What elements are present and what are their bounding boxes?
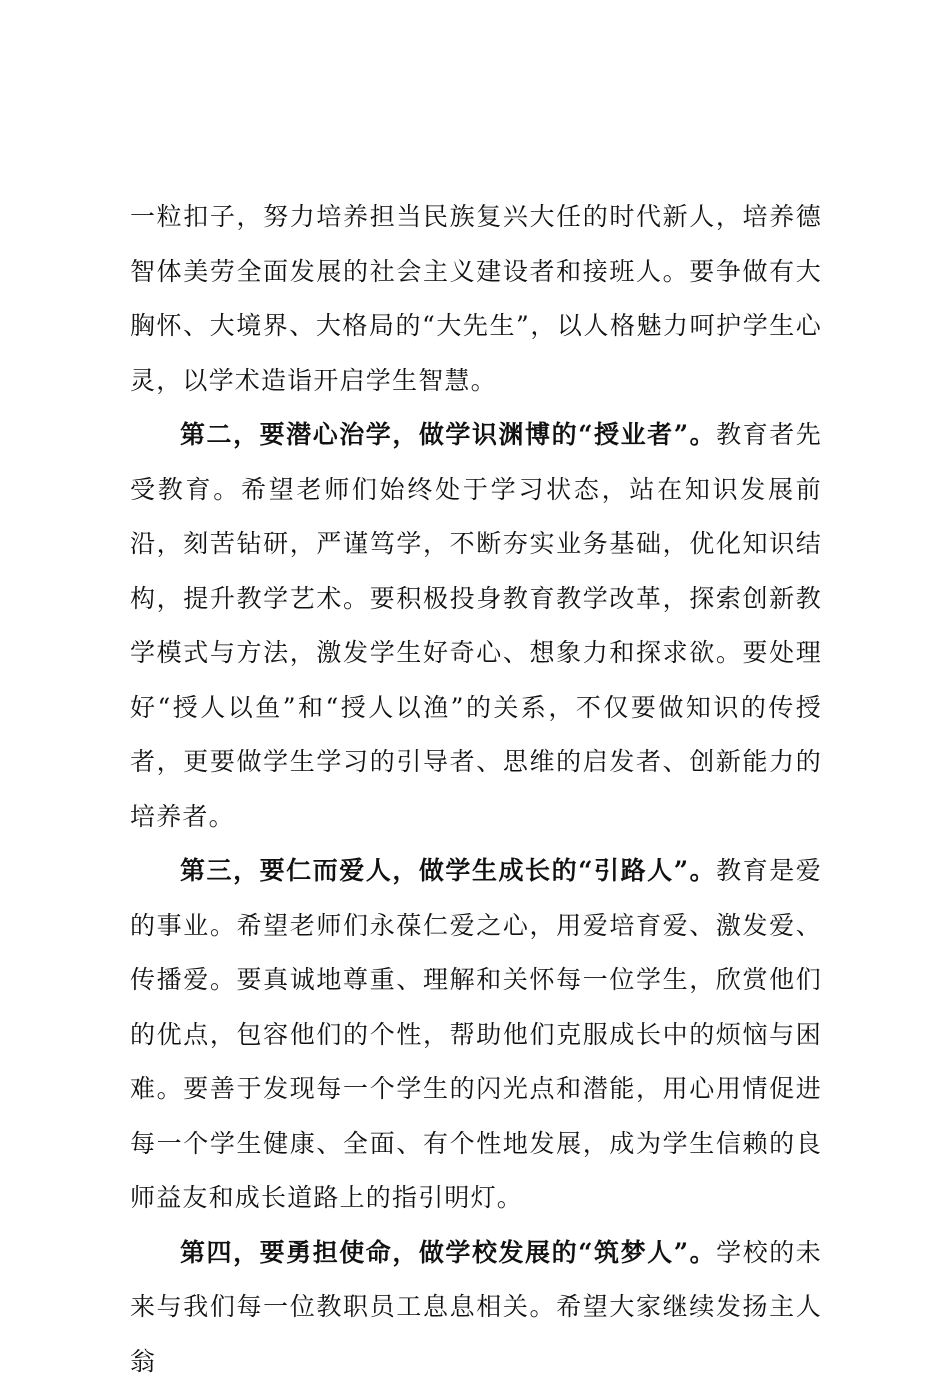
paragraph-heading: 第四，要勇担使命，做学校发展的“筑梦人”。 — [180, 1238, 716, 1267]
paragraph-fourth-point — [130, 1226, 822, 1389]
paragraph-text: 教育者先受教育。希望老师们始终处于学习状态，站在知识发展前沿，刻苦钻研，严谨笃学，不断夯实业务基础，优化知识结构，提升教学艺术。要积极投身教育教学改革，探索创新教学模式与方法，激发学生好奇心、想象力和探求欲。要处理好“授人以鱼”和“授人以渔”的关系，不仅要做知识的传授者，更要做学生学习的引导者、思维的启发者、创新能力的培养者。 — [130, 420, 822, 831]
paragraph-continuation — [130, 190, 822, 408]
paragraph-heading: 第二，要潜心治学，做学识渊博的“授业者”。 — [180, 420, 716, 449]
paragraph-text: 学校的未来与我们每一位教职员工息息相关。希望大家继续发扬主人翁 — [130, 1238, 822, 1376]
paragraph-text: 一粒扣子，努力培养担当民族复兴大任的时代新人，培养德智体美劳全面发展的社会主义建设者和接班人。要争做有大胸怀、大境界、大格局的“大先生”，以人格魅力呵护学生心灵，以学术造诣开启学生智慧。 — [130, 202, 822, 395]
paragraph-third-point — [130, 844, 822, 1226]
paragraph-second-point — [130, 408, 822, 844]
document-body — [130, 190, 822, 1389]
paragraph-heading: 第三，要仁而爱人，做学生成长的“引路人”。 — [180, 856, 716, 885]
paragraph-text: 教育是爱的事业。希望老师们永葆仁爱之心，用爱培育爱、激发爱、传播爱。要真诚地尊重、理解和关怀每一位学生，欣赏他们的优点，包容他们的个性，帮助他们克服成长中的烦恼与困难。要善于发现每一个学生的闪光点和潜能，用心用情促进每一个学生健康、全面、有个性地发展，成为学生信赖的良师益友和成长道路上的指引明灯。 — [130, 856, 822, 1212]
